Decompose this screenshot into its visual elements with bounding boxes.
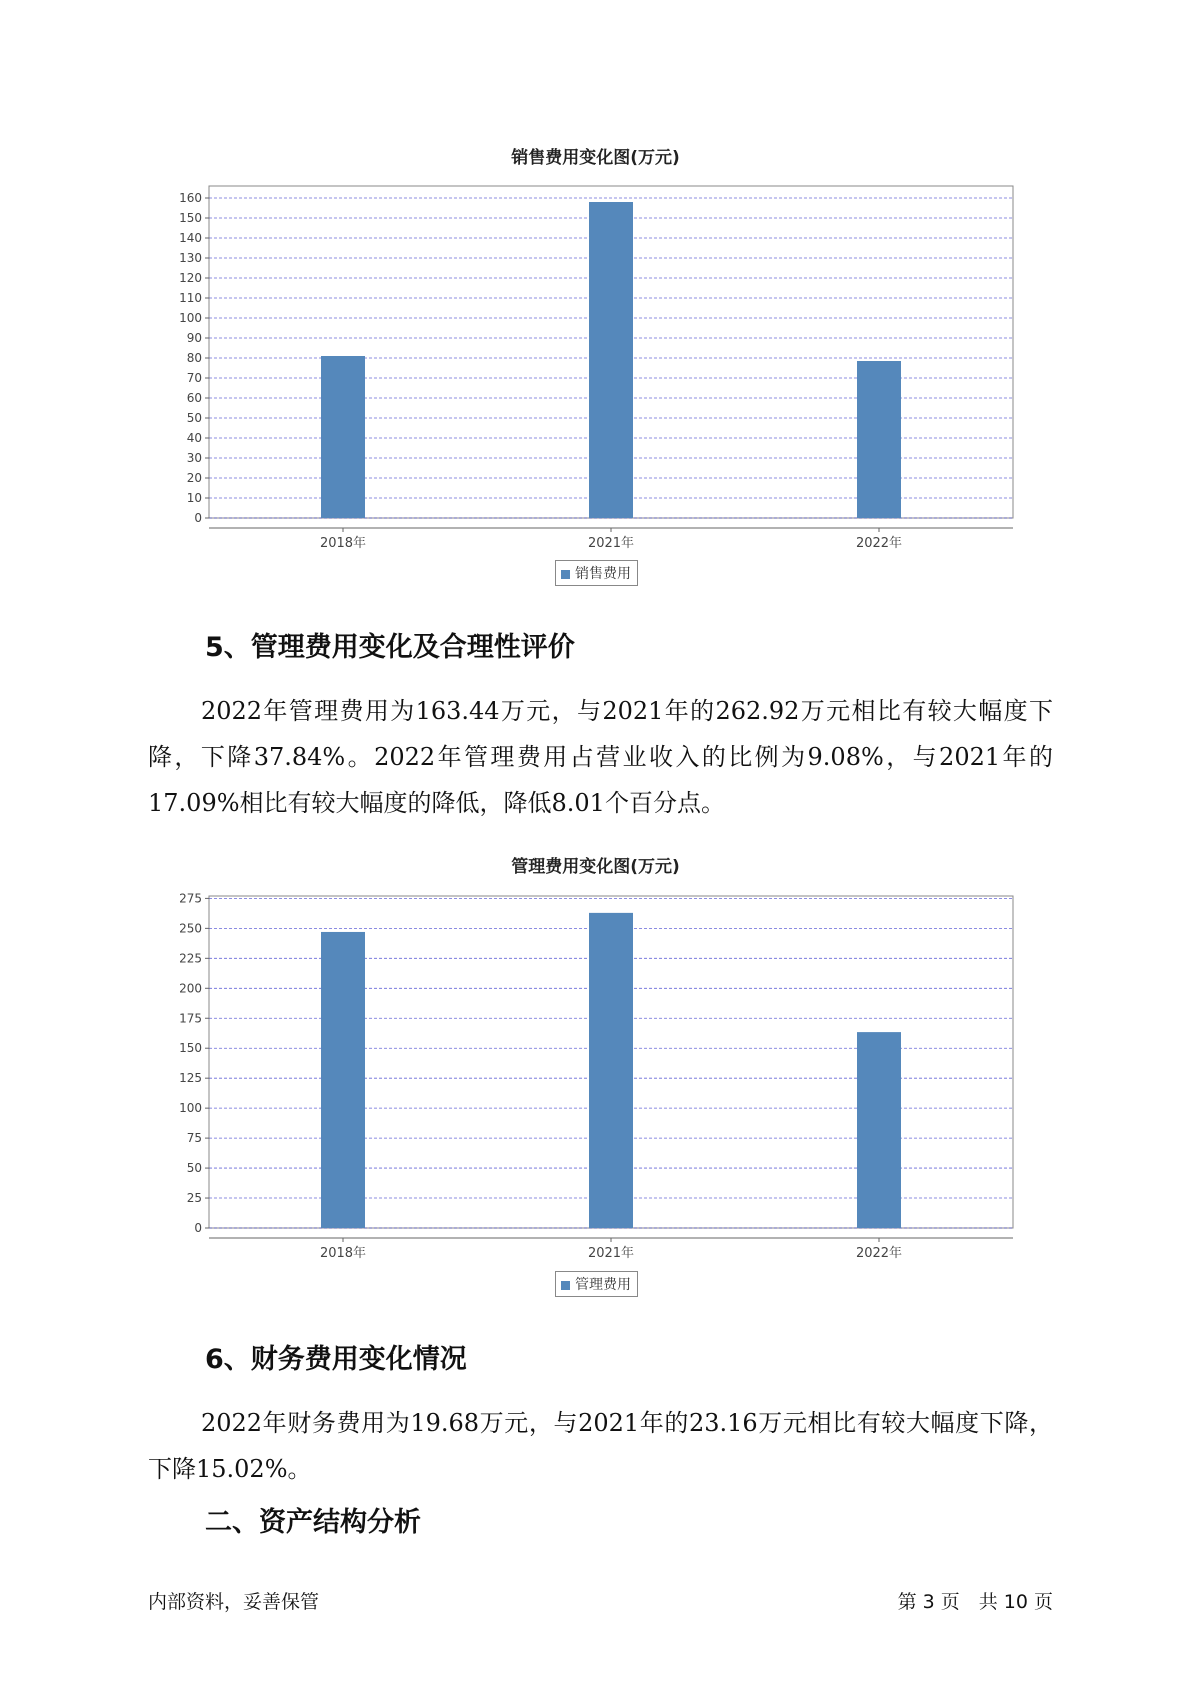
y-tick-label: 80: [186, 351, 202, 365]
bar: [589, 913, 633, 1228]
y-tick-label: 0: [194, 1221, 202, 1235]
y-tick-label: 40: [186, 431, 202, 445]
footer-page-number: 第 3 页 共 10 页: [897, 1591, 1053, 1613]
y-tick-label: 30: [186, 451, 202, 465]
section-2-heading: 二、资产结构分析: [205, 1507, 421, 1538]
y-tick-label: 150: [179, 1041, 202, 1056]
y-tick-label: 70: [186, 371, 202, 385]
y-tick-label: 90: [186, 331, 202, 345]
admin-chart-title: 管理费用变化图(万元): [511, 857, 680, 877]
footer-confidential-note: 内部资料，妥善保管: [148, 1591, 320, 1613]
y-tick-label: 140: [179, 231, 202, 245]
y-tick-label: 225: [179, 951, 202, 966]
y-tick-label: 75: [186, 1131, 202, 1146]
y-tick-label: 100: [179, 311, 202, 325]
bar: [857, 1032, 901, 1228]
y-tick-label: 10: [186, 491, 202, 505]
y-tick-label: 125: [179, 1071, 202, 1086]
x-tick-label: 2022年: [855, 536, 903, 551]
section-5-heading: 5、管理费用变化及合理性评价: [205, 632, 575, 663]
y-tick-label: 120: [179, 271, 202, 285]
y-tick-label: 50: [186, 1161, 202, 1176]
x-tick-label: 2018年: [319, 1246, 367, 1260]
y-tick-label: 250: [179, 921, 202, 936]
section-5-paragraph: 2022年管理费用为163.44万元，与2021年的262.92万元相比有较大幅度下降，下降37.84%。2022年管理费用占营业收入的比例为9.08%，与2021年的17.09%相比有较大幅度的降低，降低8.01个百分点。: [148, 697, 1053, 817]
y-tick-label: 200: [179, 981, 202, 996]
y-tick-label: 150: [179, 211, 202, 225]
y-tick-label: 175: [179, 1011, 202, 1026]
x-tick-label: 2021年: [587, 536, 635, 551]
x-tick-label: 2021年: [587, 1246, 635, 1260]
admin-chart-legend: [555, 1271, 638, 1297]
y-tick-label: 50: [186, 411, 202, 425]
y-tick-label: 110: [179, 291, 202, 305]
section-6-heading: 6、财务费用变化情况: [205, 1344, 467, 1375]
section-6-paragraph: 2022年财务费用为19.68万元，与2021年的23.16万元相比有较大幅度下降，下降15.02%。: [148, 1409, 1053, 1483]
y-tick-label: 160: [179, 191, 202, 205]
y-tick-label: 20: [186, 471, 202, 485]
legend-swatch-icon: [561, 1281, 570, 1290]
sales-chart-title: 销售费用变化图(万元): [511, 148, 680, 168]
y-tick-label: 130: [179, 251, 202, 265]
y-tick-label: 25: [186, 1191, 202, 1206]
x-tick-label: 2022年: [855, 1246, 903, 1260]
y-tick-label: 275: [179, 891, 202, 906]
y-tick-label: 0: [194, 511, 202, 525]
y-tick-label: 100: [179, 1101, 202, 1116]
legend-label: 管理费用: [575, 1277, 631, 1293]
legend-label: 销售费用: [575, 566, 631, 582]
x-tick-label: 2018年: [319, 536, 367, 551]
y-tick-label: 60: [186, 391, 202, 405]
bar: [321, 932, 365, 1228]
